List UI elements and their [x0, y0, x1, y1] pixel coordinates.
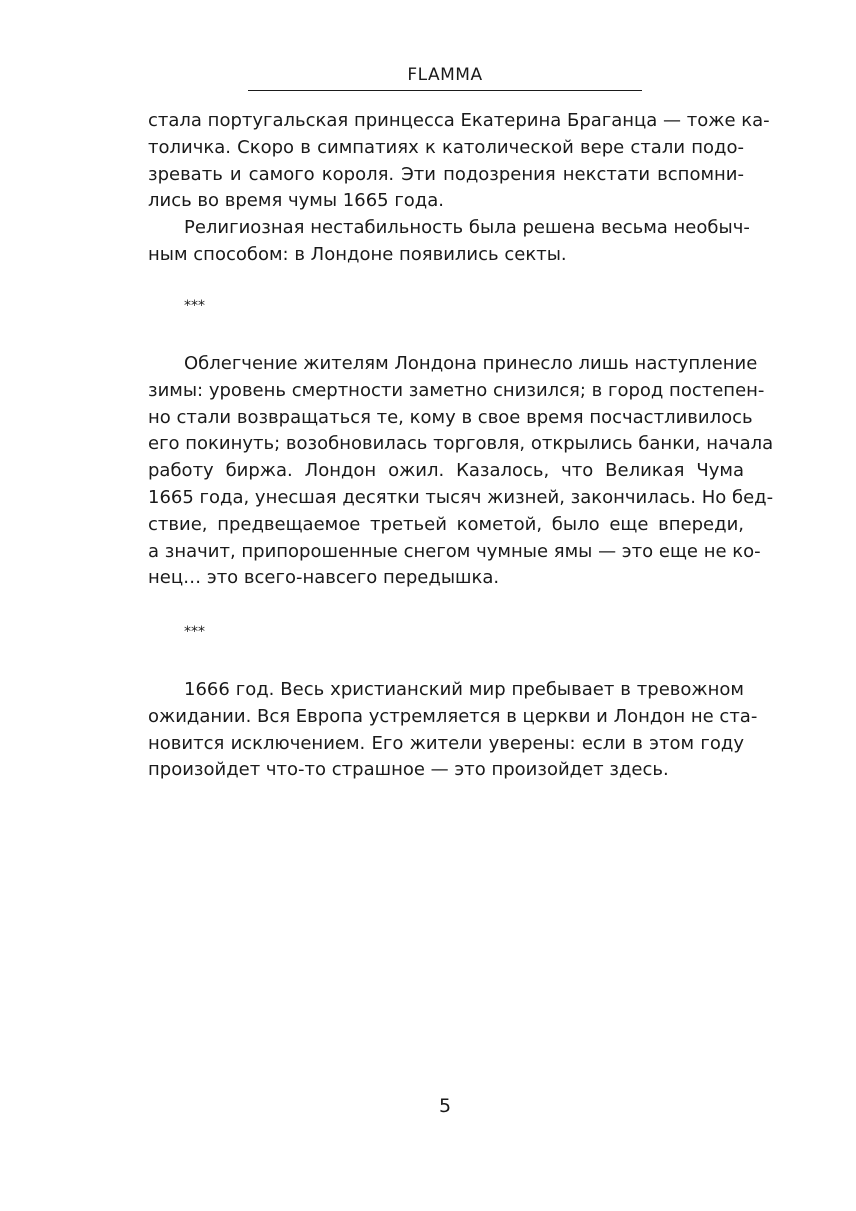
text-line: новится исключением. Его жители уверены: если в этом году [148, 732, 744, 754]
text-line: толичка. Скоро в симпатиях к католической вере стали подо- [148, 136, 744, 158]
text-line: его покинуть; возобновилась торговля, открылись банки, начала [148, 433, 774, 455]
text-block-1 [148, 108, 770, 269]
text-line: лись во время чумы 1665 года. [148, 190, 445, 212]
text-line: произойдет что-то страшное — это произойдет здесь. [148, 759, 669, 781]
text-line: а значит, припорошенные снегом чумные ямы — это еще не ко- [148, 540, 761, 562]
text-line: Облегчение жителям Лондона принесло лишь наступление [184, 353, 758, 374]
text-line: зимы: уровень смертности заметно снизился; в город постепен- [148, 379, 765, 401]
text-line: 1665 года, унесшая десятки тысяч жизней, закончилась. Но бед- [148, 486, 774, 508]
text-block-2 [148, 351, 774, 592]
running-title: FLAMMA [248, 64, 642, 91]
section-separator: *** [184, 298, 205, 314]
page-number: 5 [438, 1095, 452, 1117]
text-line: 1666 год. Весь христианский мир пребывает в тревожном [184, 679, 744, 700]
section-separator: *** [184, 624, 205, 640]
text-line: Религиозная нестабильность была решена весьма необыч- [184, 217, 750, 239]
text-line: стала португальская принцесса Екатерина Браганца — тоже ка- [148, 110, 770, 131]
text-line: работу биржа. Лондон ожил. Казалось, что Великая Чума [148, 460, 744, 482]
text-line: нец… это всего-навсего передышка. [148, 567, 500, 589]
text-line: зревать и самого короля. Эти подозрения некстати вспомни- [148, 163, 744, 185]
text-line: но стали возвращаться те, кому в свое время посчастливилось [148, 406, 753, 428]
text-line: ствие, предвещаемое третьей кометой, было еще впереди, [148, 513, 744, 535]
text-line: ожидании. Вся Европа устремляется в церкви и Лондон не ста- [148, 705, 758, 727]
text-line: ным способом: в Лондоне появились секты. [148, 243, 567, 265]
text-block-3 [148, 677, 758, 784]
